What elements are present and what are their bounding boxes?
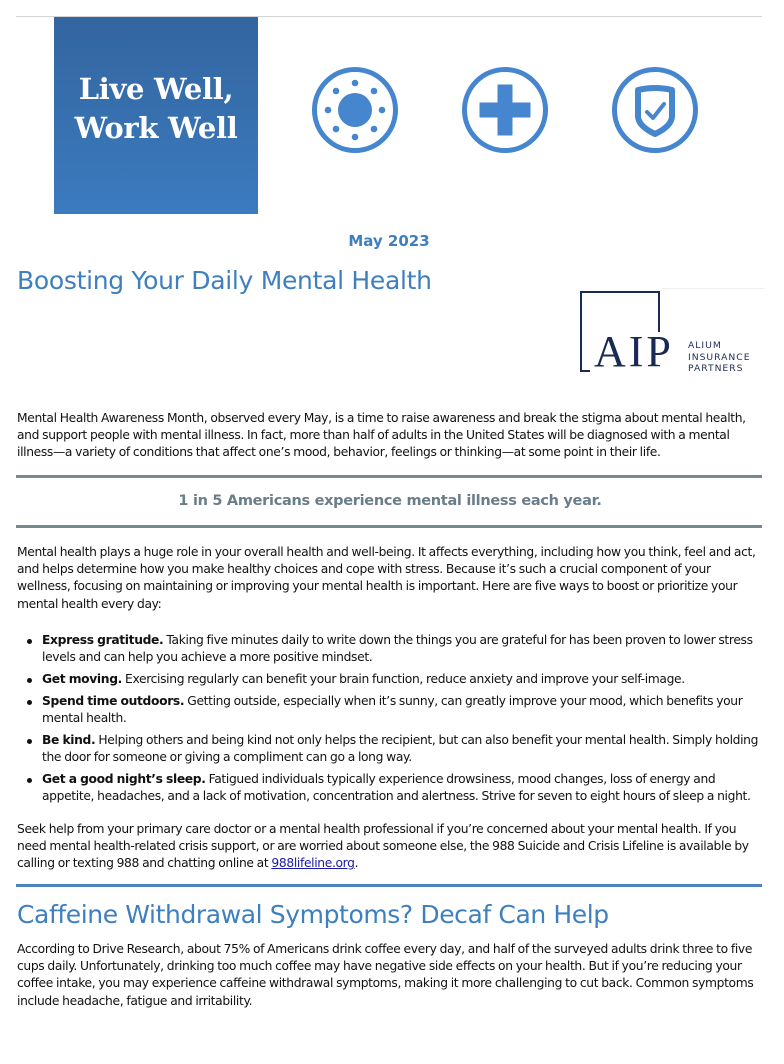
tip-title: Get moving. (42, 672, 122, 686)
tip-title: Spend time outdoors. (42, 693, 185, 708)
bullet-icon (27, 739, 32, 744)
tip-text: Helping others and being kind not only helps the recipient, but can also benefit your mental health. Simply holding the door for someone or giving a compliment can go a long way. (42, 732, 759, 764)
shield-check-icon (612, 67, 698, 153)
newsletter-banner (54, 17, 258, 214)
logo-word-1: ALIUM (688, 340, 722, 351)
callout-bottom-rule (16, 525, 762, 528)
bullet-icon (27, 778, 32, 783)
list-item (17, 632, 765, 666)
logo-wordmark (688, 340, 751, 375)
article-title-caffeine: Caffeine Withdrawal Symptoms? Decaf Can Help (17, 900, 609, 929)
banner-title-line-1: Live Well, (78, 71, 234, 106)
logo-rule (662, 288, 764, 289)
stat-callout: 1 in 5 Americans experience mental illness each year. (178, 493, 602, 509)
bullet-icon (27, 639, 32, 644)
banner-title-line-2: Work Well (74, 110, 238, 145)
help-text: Seek help from your primary care doctor or a mental health professional if you’re concerned about your mental health. If you need mental health-related crisis support, or are worried about someone else, the 988 Suicide and Crisis Lifeline is available by calling or texting 988 and chatting online at (17, 822, 749, 871)
tip-text: Exercising regularly can benefit your brain function, reduce anxiety and improve your self-image. (121, 672, 685, 686)
banner-title (74, 70, 237, 148)
list-item (17, 771, 765, 805)
logo-letters: AIP (594, 327, 674, 376)
tip-title: Be kind. (42, 732, 96, 747)
caffeine-paragraph: According to Drive Research, about 75% of Americans drink coffee every day, and half of the surveyed adults drink three to five cups daily. Unfortunately, drinking too much coffee may have negative side effects on your health. But if you’re reducing your coffee intake, you may experience caffeine withdrawal symptoms, making it more challenging to cut back. Common symptoms include headache, fatigue and irritability. (17, 942, 754, 1008)
lifeline-link[interactable]: 988lifeline.org (271, 856, 355, 871)
logo-word-2: INSURANCE (688, 351, 751, 363)
body-paragraph: Mental health plays a huge role in your overall health and well-being. It affects everything, including how you think, feel and act, and helps determine how you make healthy choices and cope with stress. Because it’s such a crucial component of your wellness, focusing on maintaining or improving your mental health is important. Here are five ways to boost or prioritize your mental health every day: (17, 545, 756, 611)
company-logo (578, 288, 764, 378)
list-item (17, 693, 765, 727)
section-divider (16, 884, 762, 887)
tip-text: Getting outside, especially when it’s sunny, can greatly improve your mood, which benefits your mental health. (42, 693, 743, 725)
intro-paragraph: Mental Health Awareness Month, observed every May, is a time to raise awareness and break the stigma about mental health, and support people with mental illness. In fact, more than half of adults in the United States will be diagnosed with a mental illness—a variety of conditions that affect one’s mood, behavior, feelings or thinking—at some point in their life. (17, 411, 746, 460)
sun-icon (312, 67, 398, 153)
list-item (17, 732, 765, 766)
help-text-end: . (354, 856, 359, 871)
logo-frame-foot (580, 370, 590, 372)
tip-title: Express gratitude. (42, 633, 164, 647)
tip-title: Get a good night’s sleep. (42, 771, 206, 786)
medical-cross-icon (462, 67, 548, 153)
article-title-mental-health: Boosting Your Daily Mental Health (17, 266, 432, 295)
tip-text: Fatigued individuals typically experience drowsiness, mood changes, loss of energy and appetite, headaches, and a lack of motivation, concentration and alertness. Strive for seven to eight hours of sleep a night. (42, 771, 751, 803)
tip-text: Taking five minutes daily to write down the things you are grateful for has been proven to lower stress levels and can help you achieve a more positive mindset. (42, 633, 753, 665)
issue-date: May 2023 (348, 232, 430, 250)
list-item (17, 671, 765, 688)
help-paragraph (17, 821, 765, 873)
bullet-icon (27, 678, 32, 683)
bullet-icon (27, 700, 32, 705)
callout-top-rule (16, 475, 762, 478)
logo-word-3: PARTNERS (688, 363, 744, 374)
tips-list (17, 632, 765, 810)
